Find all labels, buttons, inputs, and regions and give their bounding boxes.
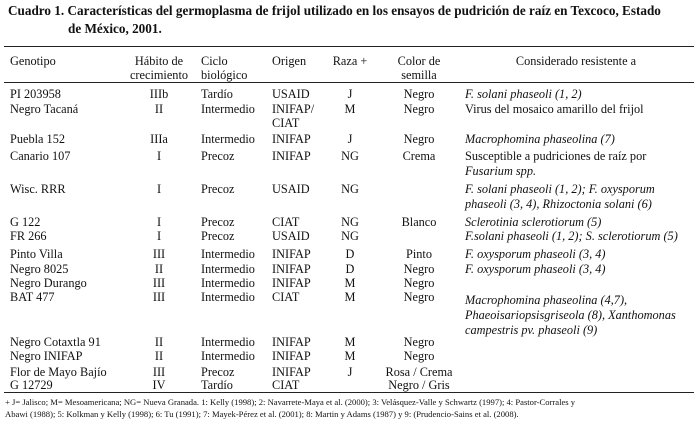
cell-habito: II [154,262,164,276]
cell-raza: D [345,247,355,261]
top-rule [4,46,694,47]
cell-origen: CIAT [272,378,300,392]
cell-genotipo: Negro 8025 [10,262,69,276]
cell-raza: NG [341,182,359,196]
cell-color: Negro [403,349,435,363]
title-line-2: de México, 2001. [68,21,162,36]
cell-color: Negro [403,276,435,290]
bottom-rule [4,392,694,393]
cell-genotipo: Puebla 152 [10,132,65,146]
cell-genotipo: Negro Durango [10,276,87,290]
cell-habito: II [154,102,164,116]
cell-resistente: Sclerotinia sclerotiorum (5) [465,215,602,229]
cell-origen: INIFAP [272,335,311,349]
cell-resistente-cont: phaseoli (3, 4), Rhizoctonia solani (6) [465,197,652,211]
cell-habito: III [152,365,166,379]
cell-habito: IIIa [150,132,168,146]
cell-color: Negro / Gris [388,378,450,392]
cell-habito: II [154,349,164,363]
cell-color: Negro [403,335,435,349]
cell-color: Crema [402,149,436,163]
cell-genotipo: Negro Tacaná [10,102,79,116]
cell-raza: J [347,365,353,379]
cell-genotipo: Pinto Villa [10,247,63,261]
cell-ciclo: Intermedio [201,335,255,349]
cell-genotipo: G 122 [10,215,41,229]
cell-color: Rosa / Crema [385,365,453,379]
cell-genotipo: Negro INIFAP [10,349,83,363]
cell-color: Pinto [406,247,432,261]
cell-ciclo: Intermedio [201,276,255,290]
cell-ciclo: Tardío [201,378,233,392]
cell-color: Negro [403,87,435,101]
cell-origen: INIFAP [272,349,311,363]
cell-raza: M [344,349,356,363]
cell-ciclo: Intermedio [201,262,255,276]
cell-resistente: Virus del mosaico amarillo del frijol [465,102,644,116]
header-habito-1: Hábito de [134,54,184,68]
header-color-2: semilla [401,68,437,82]
cell-resistente: F.solani phaseoli (1, 2); S. sclerotiorum (5) [465,229,678,243]
cell-ciclo: Intermedio [201,290,255,304]
cell-origen: INIFAP/ [272,102,315,116]
cell-resistente: F. solani phaseoli (1, 2) [465,87,582,101]
header-rule [4,82,694,83]
cell-origen: INIFAP [272,365,311,379]
cell-ciclo: Intermedio [201,132,255,146]
cell-color: Blanco [401,215,437,229]
cell-genotipo: PI 203958 [10,87,61,101]
cell-habito: I [156,182,162,196]
cell-color: Negro [403,290,435,304]
cell-origen: USAID [272,87,310,101]
cell-ciclo: Tardío [201,87,233,101]
cell-raza: D [345,262,355,276]
cell-origen: CIAT [272,290,300,304]
cell-origen: INIFAP [272,132,311,146]
cell-resistente-cont: Fusarium spp. [465,164,537,178]
cell-genotipo: FR 266 [10,229,47,243]
cell-color: Negro [403,102,435,116]
cell-origen: CIAT [272,215,300,229]
cell-ciclo: Precoz [201,215,235,229]
header-genotipo: Genotipo [10,54,56,68]
cell-origen-cont: CIAT [272,116,300,130]
cell-habito: I [156,229,162,243]
cell-genotipo: BAT 477 [10,290,55,304]
cell-origen: INIFAP [272,276,311,290]
cell-raza: M [344,290,356,304]
cell-resistente: Macrophomina phaseolina (7) [465,132,615,146]
cell-genotipo: Flor de Mayo Bajío [10,365,107,379]
title-line-1: Cuadro 1. Características del germoplasma de frijol utilizado en los ensayos de pudrición de raíz en Texcoco, Estado [8,3,661,18]
cell-raza: M [344,102,356,116]
cell-resistente: F. oxysporum phaseoli (3, 4) [465,247,606,261]
cell-resistente: Susceptible a pudriciones de raíz por [465,149,647,163]
cell-habito: III [152,247,166,261]
cell-raza: NG [341,229,359,243]
cell-ciclo: Precoz [201,229,235,243]
header-color-1: Color de [397,54,441,68]
cell-habito: III [152,290,166,304]
cell-genotipo: G 12729 [10,378,53,392]
header-resistente: Considerado resistente a [515,54,637,68]
cell-raza: NG [341,149,359,163]
cell-ciclo: Intermedio [201,349,255,363]
table-title [8,2,694,38]
header-raza: Raza + [332,54,368,68]
cell-resistente-cont: Phaeoisariopsisgriseola (8), Xanthomonas [465,308,676,322]
cell-raza: NG [341,215,359,229]
header-ciclo-1: Ciclo [201,54,228,68]
cell-genotipo: Negro Cotaxtla 91 [10,335,101,349]
header-origen: Origen [272,54,307,68]
footnote-line-2: Abawi (1988); 5: Kolkman y Kelly (1998); 6: Tu (1991); 7: Mayek-Pérez et al. (2001); 8: Martin y Adams (1987) y 9: (Prudencio-Sains et al. (2008). [5,408,519,419]
table-footnote [5,397,693,420]
cell-raza: J [347,87,353,101]
cell-resistente-cont: campestris pv. phaseoli (9) [465,323,598,337]
cell-ciclo: Precoz [201,365,235,379]
cell-origen: USAID [272,182,310,196]
cell-habito: III [152,276,166,290]
cell-genotipo: Wisc. RRR [10,182,66,196]
cell-origen: INIFAP [272,149,311,163]
cell-color: Negro [403,132,435,146]
cell-habito: IIIb [149,87,169,101]
cell-raza: M [344,276,356,290]
cell-origen: USAID [272,229,310,243]
cell-resistente: F. oxysporum phaseoli (3, 4) [465,262,606,276]
cell-ciclo: Precoz [201,149,235,163]
header-habito-2: crecimiento [129,68,189,82]
cell-resistente: Macrophomina phaseolina (4,7), [465,293,628,307]
cell-ciclo: Intermedio [201,102,255,116]
cell-origen: INIFAP [272,247,311,261]
cell-habito: IV [152,378,166,392]
cell-habito: I [156,149,162,163]
cell-resistente: F. solani phaseoli (1, 2); F. oxysporum [465,182,655,196]
cell-raza: J [347,132,353,146]
footnote-line-1: + J= Jalisco; M= Mesoamericana; NG= Nueva Granada. 1: Kelly (1998); 2: Navarrete-Maya et al. (2000); 3: Velásquez-Valle y Schwartz (1997); 4: Pastor-Corrales y [5,397,576,407]
cell-ciclo: Precoz [201,182,235,196]
header-ciclo-2: biológico [201,68,248,82]
cell-genotipo: Canario 107 [10,149,71,163]
cell-habito: I [156,215,162,229]
cell-habito: II [154,335,164,349]
cell-origen: INIFAP [272,262,311,276]
cell-ciclo: Intermedio [201,247,255,261]
cell-color: Negro [403,262,435,276]
cell-raza: M [344,335,356,349]
